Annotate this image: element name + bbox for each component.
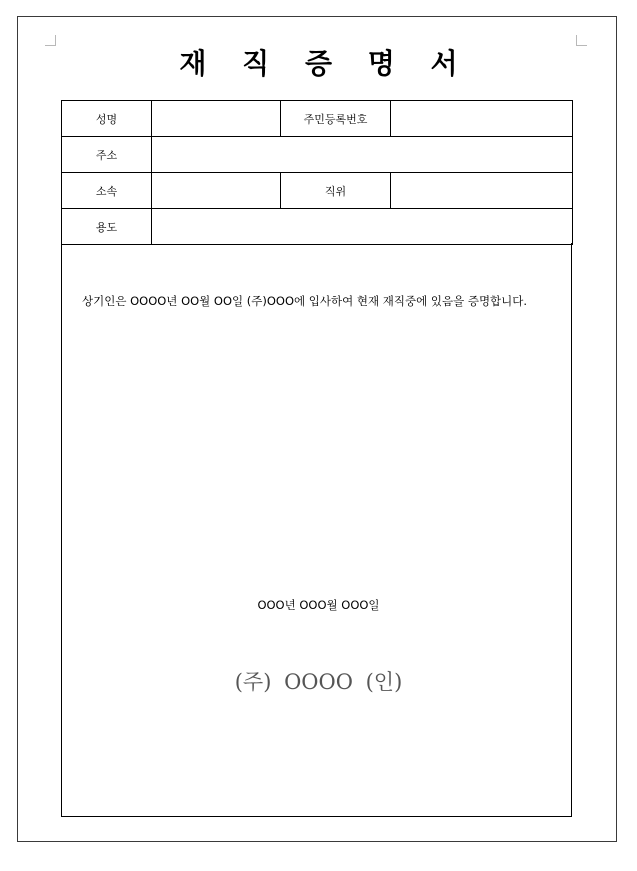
name-label: 성명 — [62, 101, 152, 137]
certification-statement[interactable] — [66, 289, 571, 313]
document-title: 재 직 증 명 서 — [179, 47, 471, 80]
affiliation-label: 소속 — [62, 173, 152, 209]
purpose-value-cell[interactable] — [152, 209, 573, 245]
position-value-cell[interactable] — [391, 173, 573, 209]
issue-date: OOO년 OOO월 OOO일 — [257, 598, 380, 612]
table-row-affiliation — [62, 173, 573, 209]
statement-text: 상기인은 OOOO년 OO월 OO일 (주)OOO에 입사하여 현재 재직중에 있음을 증명합니다. — [82, 294, 528, 308]
table-row-purpose — [62, 209, 573, 245]
table-row-address — [62, 137, 573, 173]
company-seal-line: (주) OOOO (인) — [234, 670, 403, 694]
affiliation-value-cell[interactable] — [152, 173, 281, 209]
certificate-body-box — [61, 243, 572, 817]
info-table — [61, 100, 573, 245]
address-value-cell[interactable] — [152, 137, 573, 173]
purpose-label: 용도 — [62, 209, 152, 245]
resident-number-label: 주민등록번호 — [281, 101, 391, 137]
name-value-cell[interactable] — [152, 101, 281, 137]
position-label: 직위 — [281, 173, 391, 209]
resident-number-value-cell[interactable] — [391, 101, 573, 137]
address-label: 주소 — [62, 137, 152, 173]
table-row-name — [62, 101, 573, 137]
